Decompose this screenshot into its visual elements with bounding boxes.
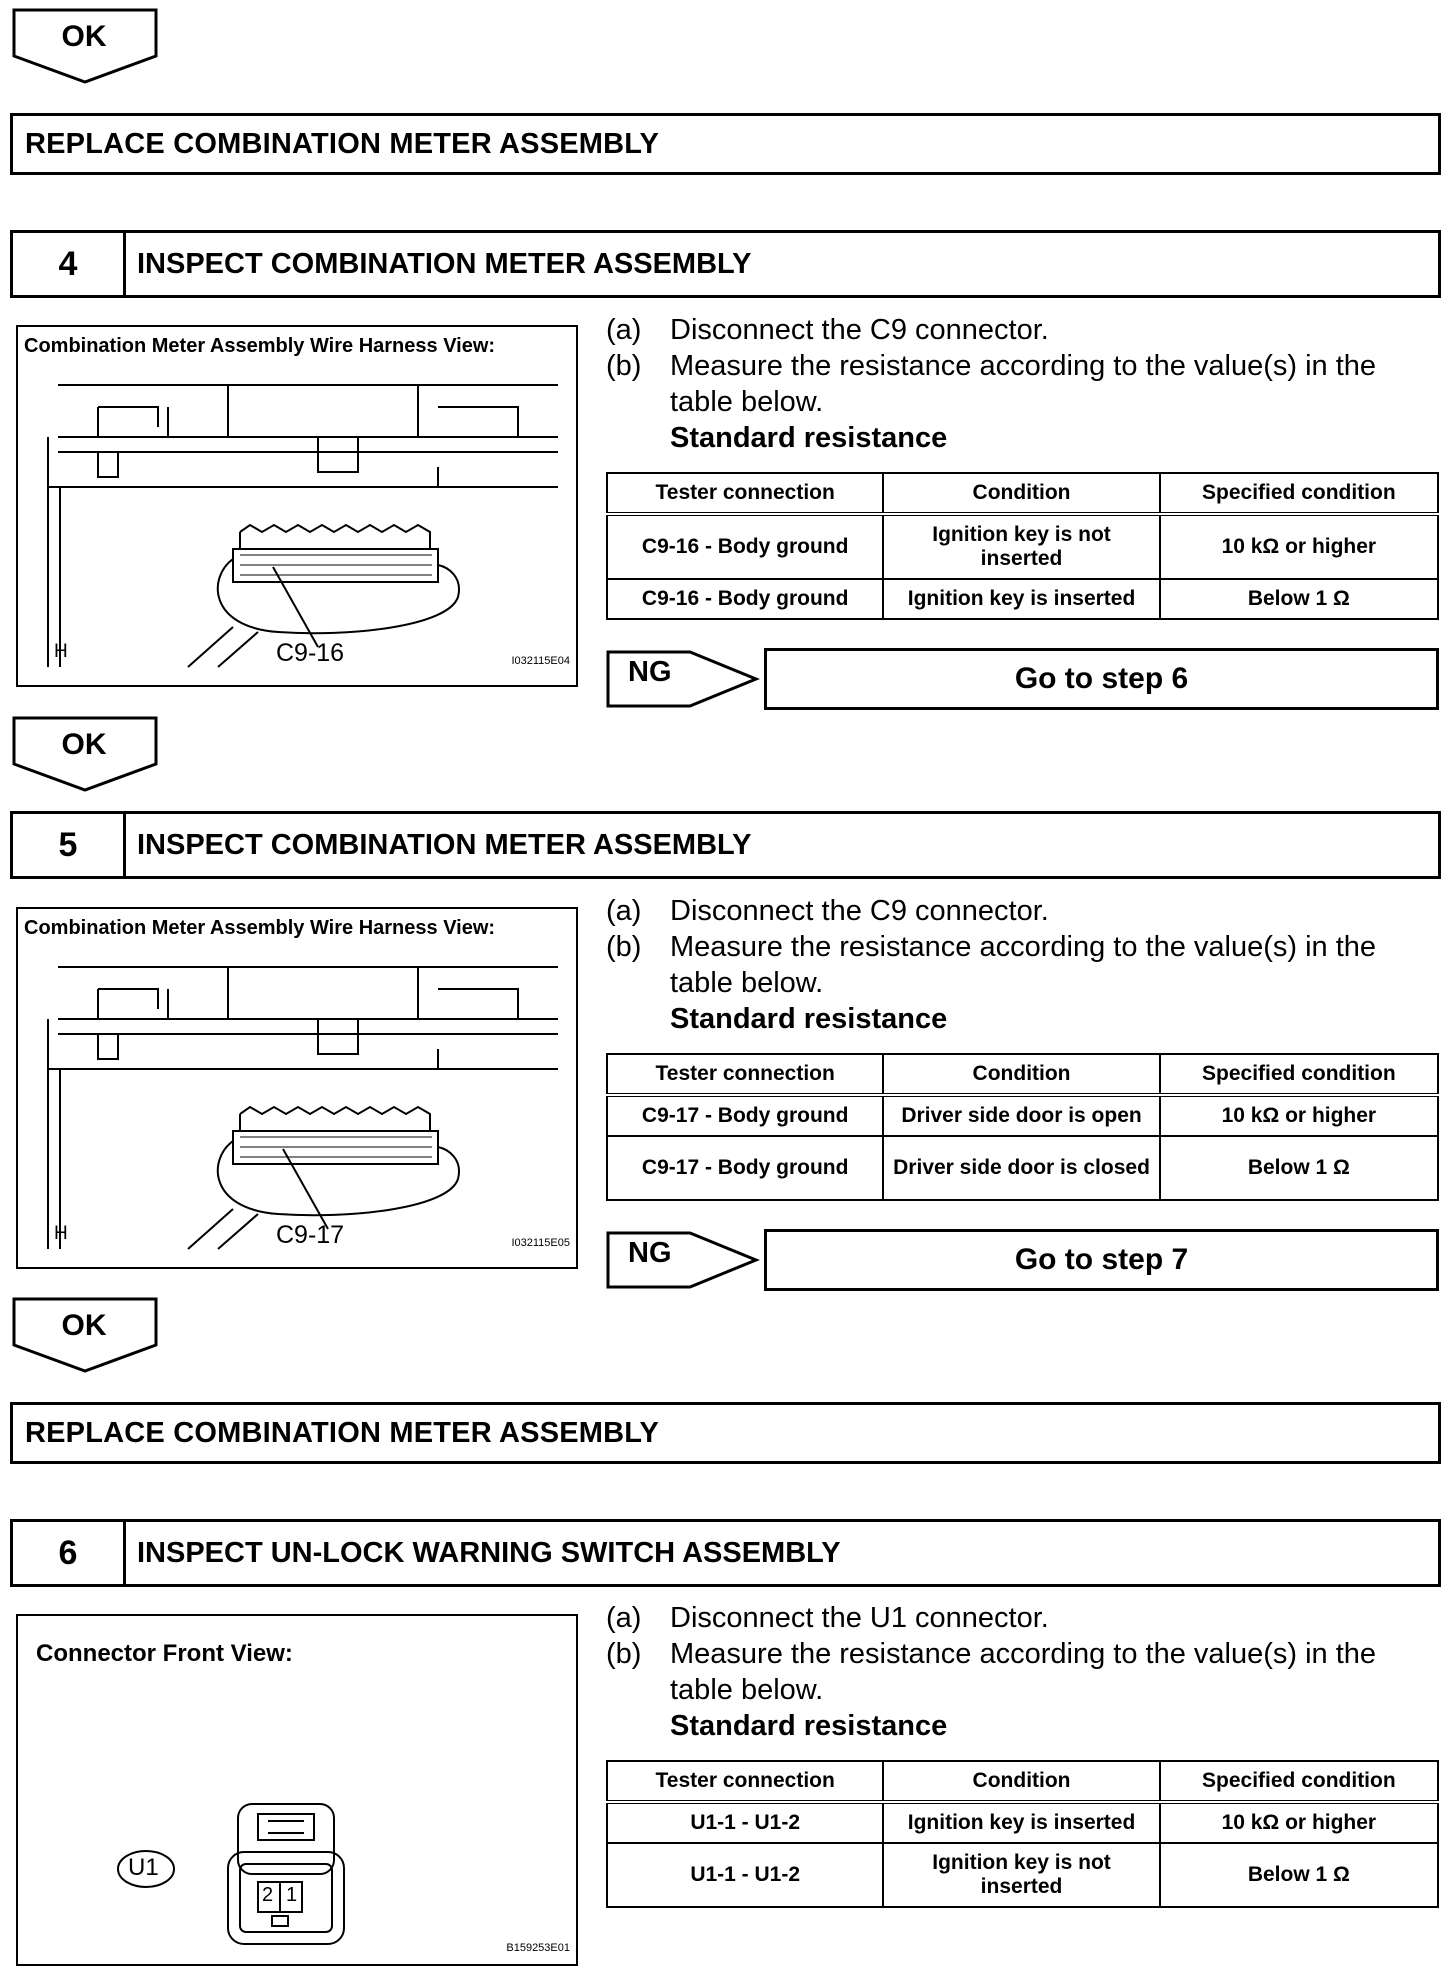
table-row: [607, 514, 1438, 579]
table-header: Condition: [883, 1761, 1159, 1802]
table-cell: C9-17 - Body ground: [607, 1095, 883, 1136]
step-number: 5: [13, 814, 126, 876]
step-6-header: [10, 1519, 1441, 1587]
table-cell: C9-17 - Body ground: [607, 1136, 883, 1200]
table-cell: Ignition key is not inserted: [883, 514, 1159, 579]
spec-table: [606, 472, 1439, 620]
table-cell: C9-16 - Body ground: [607, 514, 883, 579]
table-header: Tester connection: [607, 473, 883, 514]
sub-label: (a): [606, 1602, 642, 1634]
sub-text: Disconnect the U1 connector.: [670, 1602, 1049, 1634]
connector-label: U1: [128, 1854, 159, 1881]
ok-flow-arrow: [12, 1297, 164, 1375]
figure-caption: Connector Front View:: [36, 1640, 293, 1667]
sub-text: Measure the resistance according to the value(s) in the: [670, 1638, 1377, 1670]
table-header: Specified condition: [1160, 473, 1438, 514]
table-header-row: [607, 473, 1438, 514]
table-header-row: [607, 1761, 1438, 1802]
figure-h-label: H: [54, 641, 68, 662]
spec-table: [606, 1760, 1439, 1908]
sub-label: (b): [606, 350, 642, 382]
ng-branch: [606, 648, 1439, 710]
table-header: Tester connection: [607, 1054, 883, 1095]
pin-number: 1: [286, 1884, 298, 1906]
step-4-header: [10, 230, 1441, 298]
figure-code: B159253E01: [506, 1942, 570, 1954]
spec-table: [606, 1053, 1439, 1201]
goto-step-box: Go to step 7: [764, 1229, 1439, 1291]
table-cell: Below 1 Ω: [1160, 1136, 1438, 1200]
step-title: INSPECT UN-LOCK WARNING SWITCH ASSEMBLY: [137, 1536, 841, 1569]
step-5-header: [10, 811, 1441, 879]
step-6-instructions: [606, 1600, 1376, 1744]
replace-text: REPLACE COMBINATION METER ASSEMBLY: [25, 1417, 660, 1449]
step-5-instructions: [606, 893, 1376, 1037]
sub-text-cont: table below.: [670, 1674, 824, 1706]
table-row: [607, 579, 1438, 619]
figure-caption: Combination Meter Assembly Wire Harness View:: [24, 335, 496, 357]
table-cell: Below 1 Ω: [1160, 579, 1438, 619]
standard-heading: Standard resistance: [670, 1710, 948, 1742]
pin-label: C9-17: [276, 1221, 345, 1249]
sub-text-cont: table below.: [670, 967, 824, 999]
standard-heading: Standard resistance: [670, 1003, 948, 1035]
pin-label: C9-16: [276, 639, 345, 667]
harness-drawing: [18, 909, 576, 1267]
ok-label: OK: [61, 728, 107, 761]
table-row: [607, 1843, 1438, 1907]
table-header: Condition: [883, 1054, 1159, 1095]
harness-drawing: [18, 327, 576, 685]
replace-text: REPLACE COMBINATION METER ASSEMBLY: [25, 128, 660, 160]
sub-label: (b): [606, 1638, 642, 1670]
step-number: 4: [13, 233, 126, 295]
table-cell: U1-1 - U1-2: [607, 1802, 883, 1843]
table-cell: Ignition key is not inserted: [883, 1843, 1159, 1907]
table-row: [607, 1802, 1438, 1843]
table-cell: C9-16 - Body ground: [607, 579, 883, 619]
figure-caption: Combination Meter Assembly Wire Harness View:: [24, 917, 496, 939]
table-cell: 10 kΩ or higher: [1160, 1095, 1438, 1136]
step-title: INSPECT COMBINATION METER ASSEMBLY: [137, 828, 752, 861]
sub-text-cont: table below.: [670, 386, 824, 418]
table-cell: 10 kΩ or higher: [1160, 514, 1438, 579]
ng-label: NG: [628, 656, 672, 688]
connector-front-figure: [16, 1614, 578, 1966]
step-title: INSPECT COMBINATION METER ASSEMBLY: [137, 247, 752, 280]
pin-number: 2: [262, 1884, 274, 1906]
sub-text: Measure the resistance according to the value(s) in the: [670, 350, 1377, 382]
table-header: Tester connection: [607, 1761, 883, 1802]
table-header-row: [607, 1054, 1438, 1095]
ok-flow-arrow: [12, 716, 164, 794]
sub-label: (a): [606, 895, 642, 927]
table-cell: Ignition key is inserted: [883, 579, 1159, 619]
step-number: 6: [13, 1522, 126, 1584]
table-header: Specified condition: [1160, 1054, 1438, 1095]
sub-label: (b): [606, 931, 642, 963]
table-cell: Ignition key is inserted: [883, 1802, 1159, 1843]
wire-harness-figure: [16, 325, 578, 687]
sub-text: Disconnect the C9 connector.: [670, 314, 1049, 346]
table-row: [607, 1136, 1438, 1200]
ng-label: NG: [628, 1237, 672, 1269]
table-cell: Driver side door is closed: [883, 1136, 1159, 1200]
replace-box: [10, 1402, 1441, 1464]
ok-label: OK: [61, 20, 107, 53]
standard-heading: Standard resistance: [670, 422, 948, 454]
sub-text: Disconnect the C9 connector.: [670, 895, 1049, 927]
wire-harness-figure: [16, 907, 578, 1269]
figure-h-label: H: [54, 1223, 68, 1244]
sub-label: (a): [606, 314, 642, 346]
table-cell: Below 1 Ω: [1160, 1843, 1438, 1907]
figure-code: I032115E04: [511, 655, 570, 667]
table-cell: Driver side door is open: [883, 1095, 1159, 1136]
goto-step-box: Go to step 6: [764, 648, 1439, 710]
connector-drawing: [18, 1616, 576, 1964]
table-header: Condition: [883, 473, 1159, 514]
sub-text: Measure the resistance according to the value(s) in the: [670, 931, 1377, 963]
table-cell: 10 kΩ or higher: [1160, 1802, 1438, 1843]
step-4-instructions: [606, 312, 1376, 456]
table-cell: U1-1 - U1-2: [607, 1843, 883, 1907]
table-header: Specified condition: [1160, 1761, 1438, 1802]
figure-code: I032115E05: [511, 1237, 570, 1249]
table-row: [607, 1095, 1438, 1136]
ng-branch: [606, 1229, 1439, 1291]
replace-box: [10, 113, 1441, 175]
ok-label: OK: [61, 1309, 107, 1342]
ok-flow-arrow: [12, 8, 164, 86]
